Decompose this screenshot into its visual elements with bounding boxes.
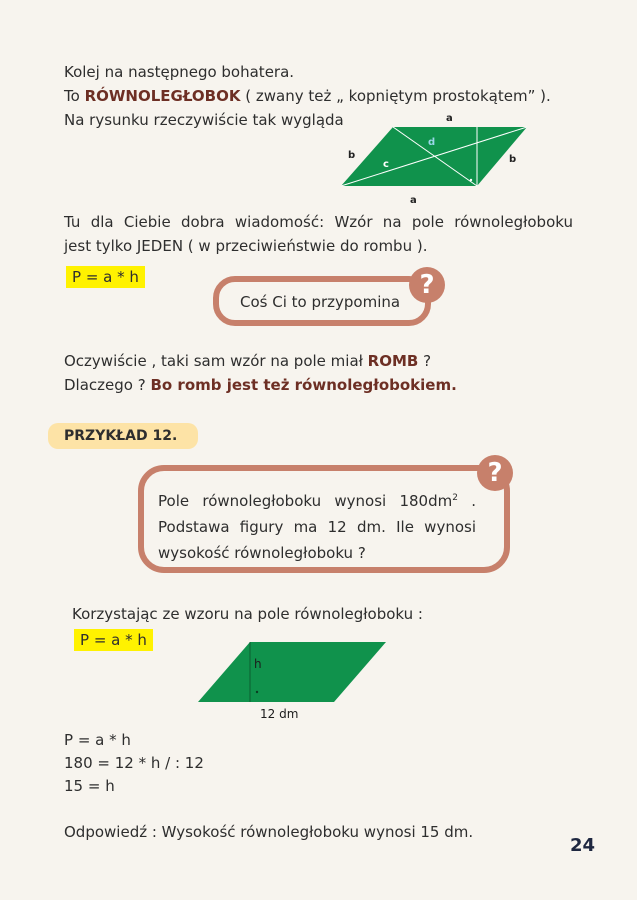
- intro-line-2-post: ( zwany też „ kopniętym prostokątem” ).: [240, 87, 551, 105]
- question-mark-icon: ?: [409, 267, 445, 303]
- obviously-line-1-pre: Oczywiście , taki sam wzór na pole miał: [64, 352, 368, 370]
- parallelogram-figure: [330, 108, 540, 208]
- question-1-text: Coś Ci to przypomina: [240, 293, 401, 311]
- answer: Odpowiedź : Wysokość równoległoboku wynosi 15 dm.: [64, 823, 474, 841]
- question-mark-icon: ?: [477, 455, 513, 491]
- romb-explanation: Bo romb jest też równoległobokiem.: [150, 376, 457, 394]
- right-angle-dot-2: [256, 691, 258, 693]
- obviously-line-1: [64, 349, 431, 373]
- label-b-left: b: [348, 150, 356, 161]
- problem-line-3: wysokość równoległoboku ?: [158, 544, 366, 562]
- term-rownoleglobok: RÓWNOLEGŁOBOK: [84, 87, 241, 105]
- parallelogram-shape-2: [198, 642, 386, 702]
- formula-highlight-1: [66, 266, 145, 288]
- problem-line-1: [158, 485, 476, 514]
- formula-highlight-2: [74, 629, 153, 651]
- formula-2: P = a * h: [74, 629, 153, 651]
- label-d: d: [428, 137, 436, 148]
- good-news-line-1: Tu dla Ciebie dobra wiadomość: Wzór na pole równoległoboku: [64, 213, 573, 231]
- label-h: h: [254, 657, 262, 671]
- intro-line-1: Kolej na następnego bohatera.: [64, 63, 295, 81]
- label-base-12dm: 12 dm: [260, 707, 299, 721]
- page-number: 24: [570, 835, 596, 856]
- problem-box: [138, 465, 510, 573]
- label-b-right: b: [509, 154, 517, 165]
- label-a-top: a: [446, 113, 453, 124]
- problem-exponent: 2: [452, 493, 458, 503]
- good-news-line-2: jest tylko JEDEN ( w przeciwieństwie do rombu ).: [64, 237, 428, 255]
- question-box-1: [213, 276, 431, 326]
- obviously-line-2-pre: Dlaczego ?: [64, 376, 151, 394]
- problem-text: [158, 485, 476, 566]
- formula-1: P = a * h: [66, 266, 145, 288]
- solution-step-1: P = a * h: [64, 731, 131, 749]
- obviously-line-1-post: ?: [418, 352, 432, 370]
- right-angle-dot: [470, 179, 472, 181]
- obviously-line-2: [64, 373, 457, 397]
- solution-intro: Korzystając ze wzoru na pole równoległoboku :: [72, 605, 423, 623]
- example-tag: [48, 423, 198, 449]
- solution-step-3: 15 = h: [64, 777, 115, 795]
- problem-line-1-pre: Pole równoległoboku wynosi 180dm: [158, 492, 453, 510]
- term-romb: ROMB: [367, 352, 419, 370]
- label-c: c: [383, 159, 389, 170]
- problem-line-2: Podstawa figury ma 12 dm. Ile wynosi: [158, 518, 476, 536]
- label-a-bottom: a: [410, 195, 417, 206]
- solution-step-2: 180 = 12 * h / : 12: [64, 754, 204, 772]
- intro-line-2: [64, 84, 551, 108]
- parallelogram-height-figure: [196, 636, 391, 726]
- example-tag-label: PRZYKŁAD 12.: [64, 428, 178, 444]
- problem-line-1-post: .: [457, 492, 476, 510]
- intro-line-3: Na rysunku rzeczywiście tak wygląda: [64, 111, 344, 129]
- intro-line-2-pre: To: [64, 87, 85, 105]
